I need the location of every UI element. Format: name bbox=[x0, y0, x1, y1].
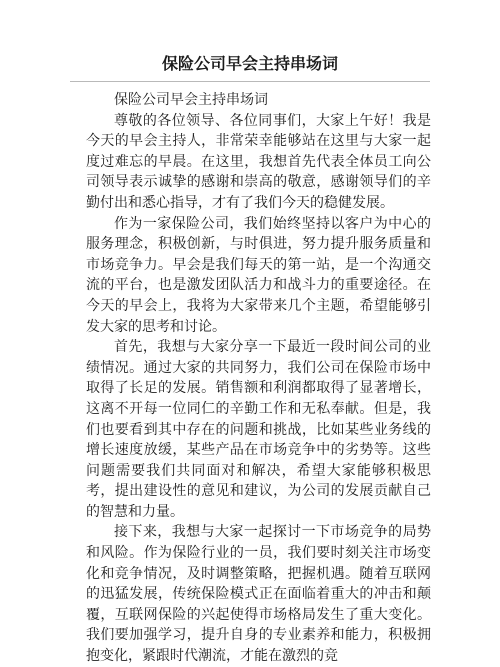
paragraph: 尊敬的各位领导、各位同事们，大家上午好！我是今天的早会主持人，非常荣幸能够站在这里与大家一起度过难忘的早晨。在这里，我想首先代表全体员工向公司领导表示诚挚的感谢和崇高的敬意，感谢领导们的辛勤付出和悉心指导，才有了我们今天的稳健发展。 bbox=[86, 112, 431, 211]
paragraph: 首先，我想与大家分享一下最近一段时间公司的业绩情况。通过大家的共同努力，我们公司在保险市场中取得了长足的发展。销售额和利润都取得了显著增长，这离不开每一位同仁的辛勤工作和无私奉献。但是，我们也要看到其中存在的问题和挑战，比如某些业务线的增长速度放缓，某些产品在市场竞争中的劣势等。这些问题需要我们共同面对和解决，希望大家能够积极思考，提出建设性的意见和建议，为公司的发展贡献自己的智慧和力量。 bbox=[86, 339, 431, 520]
document-title: 保险公司早会主持串场词 bbox=[161, 54, 338, 73]
paragraph: 接下来，我想与大家一起探讨一下市场竞争的局势和风险。作为保险行业的一员，我们要时刻关注市场变化和竞争情况，及时调整策略，把握机遇。随着互联网的迅猛发展，传统保险模式正在面临着重大的冲击和颠覆，互联网保险的兴起使得市场格局发生了重大变化。我们要加强学习，提升自身的专业素养和能力，积极拥抱变化，紧跟时代潮流，才能在激烈的竞 bbox=[86, 524, 431, 665]
paragraph-heading: 保险公司早会主持串场词 bbox=[114, 92, 268, 108]
title-divider bbox=[70, 81, 430, 82]
document-body bbox=[86, 90, 431, 667]
paragraph: 作为一家保险公司，我们始终坚持以客户为中心的服务理念，积极创新，与时俱进，努力提升服务质量和市场竞争力。早会是我们每天的第一站，是一个沟通交流的平台，也是激发团队活力和战斗力的重要途径。在今天的早会上，我将为大家带来几个主题，希望能够引发大家的思考和讨论。 bbox=[86, 215, 431, 335]
